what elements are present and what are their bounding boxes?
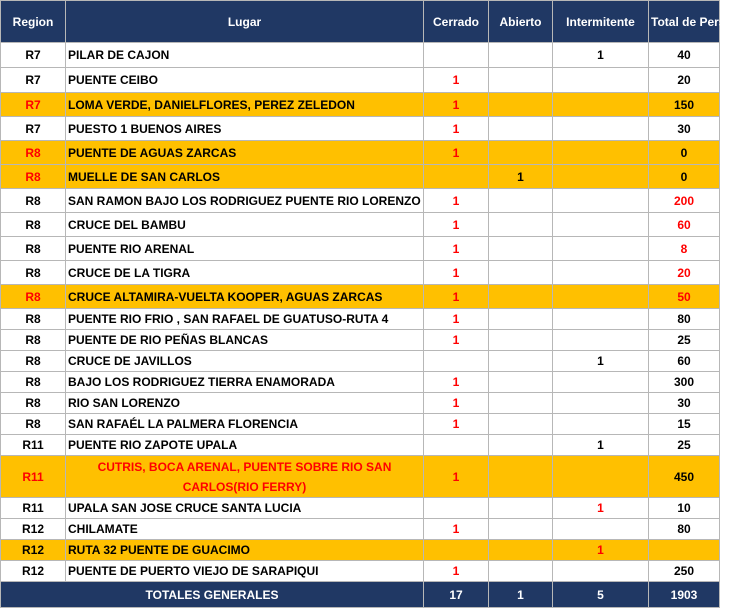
table-row bbox=[1, 285, 720, 309]
cell-intermitente[interactable] bbox=[553, 141, 649, 165]
totals-total[interactable]: 1903 bbox=[649, 582, 720, 608]
cell-abierto[interactable] bbox=[489, 285, 553, 309]
cell-cerrado[interactable]: 1 bbox=[424, 372, 489, 393]
cell-abierto[interactable] bbox=[489, 43, 553, 68]
table-row bbox=[1, 561, 720, 582]
cell-region[interactable]: R12 bbox=[1, 561, 66, 582]
cell-lugar[interactable]: CRUCE DEL BAMBU bbox=[66, 213, 424, 237]
cell-intermitente[interactable] bbox=[553, 237, 649, 261]
totals-row bbox=[1, 582, 720, 608]
cell-intermitente[interactable]: 1 bbox=[553, 498, 649, 519]
cell-region[interactable]: R8 bbox=[1, 393, 66, 414]
cell-region[interactable]: R8 bbox=[1, 285, 66, 309]
cell-abierto[interactable] bbox=[489, 68, 553, 93]
cell-region[interactable]: R11 bbox=[1, 498, 66, 519]
cell-total[interactable]: 10 bbox=[649, 498, 720, 519]
cell-intermitente[interactable] bbox=[553, 213, 649, 237]
cell-region[interactable]: R8 bbox=[1, 372, 66, 393]
cell-intermitente[interactable]: 1 bbox=[553, 351, 649, 372]
table-row bbox=[1, 189, 720, 213]
cell-total[interactable]: 25 bbox=[649, 435, 720, 456]
header-cerrado[interactable]: Cerrado bbox=[424, 1, 489, 43]
cell-abierto[interactable]: 1 bbox=[489, 165, 553, 189]
cell-lugar[interactable]: CRUCE DE LA TIGRA bbox=[66, 261, 424, 285]
cell-total[interactable]: 200 bbox=[649, 189, 720, 213]
cell-cerrado[interactable] bbox=[424, 540, 489, 561]
cell-cerrado[interactable] bbox=[424, 435, 489, 456]
cell-abierto[interactable] bbox=[489, 117, 553, 141]
header-total[interactable]: Total de Persona bbox=[649, 1, 720, 43]
cell-lugar[interactable]: LOMA VERDE, DANIELFLORES, PEREZ ZELEDON bbox=[66, 93, 424, 117]
cell-lugar[interactable]: PUENTE RIO ZAPOTE UPALA bbox=[66, 435, 424, 456]
table-row bbox=[1, 393, 720, 414]
cell-cerrado[interactable]: 1 bbox=[424, 237, 489, 261]
header-row bbox=[1, 1, 720, 43]
cell-abierto[interactable] bbox=[489, 372, 553, 393]
cell-intermitente[interactable] bbox=[553, 93, 649, 117]
cell-lugar[interactable]: SAN RAMON BAJO LOS RODRIGUEZ PUENTE RIO LORENZO bbox=[66, 189, 424, 213]
cell-region[interactable]: R8 bbox=[1, 330, 66, 351]
header-region[interactable]: Region bbox=[1, 1, 66, 43]
cell-total[interactable]: 60 bbox=[649, 213, 720, 237]
cell-intermitente[interactable] bbox=[553, 261, 649, 285]
cell-total[interactable]: 8 bbox=[649, 237, 720, 261]
cell-cerrado[interactable]: 1 bbox=[424, 213, 489, 237]
cell-abierto[interactable] bbox=[489, 141, 553, 165]
cell-intermitente[interactable]: 1 bbox=[553, 435, 649, 456]
cell-intermitente[interactable] bbox=[553, 519, 649, 540]
header-abierto[interactable]: Abierto bbox=[489, 1, 553, 43]
table-row bbox=[1, 540, 720, 561]
cell-lugar[interactable]: PUESTO 1 BUENOS AIRES bbox=[66, 117, 424, 141]
cell-intermitente[interactable] bbox=[553, 189, 649, 213]
table-row bbox=[1, 165, 720, 189]
table-row bbox=[1, 330, 720, 351]
table-row bbox=[1, 68, 720, 93]
cell-abierto[interactable] bbox=[489, 237, 553, 261]
table-row bbox=[1, 372, 720, 393]
cell-abierto[interactable] bbox=[489, 309, 553, 330]
cell-total[interactable]: 250 bbox=[649, 561, 720, 582]
cell-cerrado[interactable]: 1 bbox=[424, 393, 489, 414]
cell-total[interactable]: 150 bbox=[649, 93, 720, 117]
cell-intermitente[interactable] bbox=[553, 456, 649, 498]
cell-region[interactable]: R7 bbox=[1, 93, 66, 117]
cell-total[interactable]: 50 bbox=[649, 285, 720, 309]
cell-cerrado[interactable]: 1 bbox=[424, 309, 489, 330]
totals-label[interactable]: TOTALES GENERALES bbox=[1, 582, 424, 608]
cell-region[interactable]: R8 bbox=[1, 141, 66, 165]
cell-total[interactable]: 0 bbox=[649, 165, 720, 189]
cell-lugar[interactable]: MUELLE DE SAN CARLOS bbox=[66, 165, 424, 189]
cell-total[interactable]: 20 bbox=[649, 261, 720, 285]
cell-region[interactable]: R12 bbox=[1, 540, 66, 561]
cell-abierto[interactable] bbox=[489, 330, 553, 351]
cell-region[interactable]: R11 bbox=[1, 435, 66, 456]
cell-lugar[interactable]: PUENTE DE AGUAS ZARCAS bbox=[66, 141, 424, 165]
cell-lugar[interactable]: CRUCE DE JAVILLOS bbox=[66, 351, 424, 372]
cell-intermitente[interactable]: 1 bbox=[553, 540, 649, 561]
table-row bbox=[1, 237, 720, 261]
cell-cerrado[interactable] bbox=[424, 351, 489, 372]
cell-abierto[interactable] bbox=[489, 435, 553, 456]
cell-abierto[interactable] bbox=[489, 540, 553, 561]
table-row bbox=[1, 141, 720, 165]
table-row bbox=[1, 519, 720, 540]
cell-lugar[interactable]: SAN RAFAÉL LA PALMERA FLORENCIA bbox=[66, 414, 424, 435]
cell-abierto[interactable] bbox=[489, 93, 553, 117]
cell-total[interactable] bbox=[649, 540, 720, 561]
cell-cerrado[interactable]: 1 bbox=[424, 93, 489, 117]
cell-cerrado[interactable]: 1 bbox=[424, 285, 489, 309]
table-row bbox=[1, 351, 720, 372]
totals-intermitente[interactable]: 5 bbox=[553, 582, 649, 608]
cell-cerrado[interactable]: 1 bbox=[424, 117, 489, 141]
table-body bbox=[1, 43, 720, 582]
cell-cerrado[interactable]: 1 bbox=[424, 141, 489, 165]
table-row bbox=[1, 498, 720, 519]
cell-intermitente[interactable] bbox=[553, 414, 649, 435]
cell-total[interactable]: 450 bbox=[649, 456, 720, 498]
cell-total[interactable]: 30 bbox=[649, 393, 720, 414]
table-row bbox=[1, 93, 720, 117]
cell-lugar[interactable]: CRUCE ALTAMIRA-VUELTA KOOPER, AGUAS ZARCAS bbox=[66, 285, 424, 309]
cell-cerrado[interactable] bbox=[424, 498, 489, 519]
cell-intermitente[interactable] bbox=[553, 309, 649, 330]
cell-lugar[interactable]: CUTRIS, BOCA ARENAL, PUENTE SOBRE RIO SAN CARLOS(RIO FERRY) bbox=[66, 456, 424, 498]
cell-cerrado[interactable]: 1 bbox=[424, 561, 489, 582]
table-row bbox=[1, 117, 720, 141]
cell-region[interactable]: R7 bbox=[1, 43, 66, 68]
table-row bbox=[1, 43, 720, 68]
cell-region[interactable]: R8 bbox=[1, 165, 66, 189]
cell-total[interactable]: 30 bbox=[649, 117, 720, 141]
cell-intermitente[interactable] bbox=[553, 285, 649, 309]
cell-abierto[interactable] bbox=[489, 261, 553, 285]
cell-lugar[interactable]: UPALA SAN JOSE CRUCE SANTA LUCIA bbox=[66, 498, 424, 519]
cell-abierto[interactable] bbox=[489, 414, 553, 435]
cell-lugar[interactable]: RIO SAN LORENZO bbox=[66, 393, 424, 414]
header-lugar[interactable]: Lugar bbox=[66, 1, 424, 43]
cell-lugar[interactable]: PILAR DE CAJON bbox=[66, 43, 424, 68]
cell-abierto[interactable] bbox=[489, 561, 553, 582]
cell-abierto[interactable] bbox=[489, 456, 553, 498]
cell-abierto[interactable] bbox=[489, 351, 553, 372]
cell-region[interactable]: R8 bbox=[1, 414, 66, 435]
cell-region[interactable]: R8 bbox=[1, 261, 66, 285]
cell-region[interactable]: R8 bbox=[1, 309, 66, 330]
cell-intermitente[interactable] bbox=[553, 117, 649, 141]
cell-lugar[interactable]: PUENTE DE RIO PEÑAS BLANCAS bbox=[66, 330, 424, 351]
totals-abierto[interactable]: 1 bbox=[489, 582, 553, 608]
cell-abierto[interactable] bbox=[489, 498, 553, 519]
cell-intermitente[interactable] bbox=[553, 68, 649, 93]
cell-cerrado[interactable]: 1 bbox=[424, 68, 489, 93]
table-row bbox=[1, 261, 720, 285]
cell-total[interactable]: 80 bbox=[649, 309, 720, 330]
cell-cerrado[interactable]: 1 bbox=[424, 414, 489, 435]
cell-region[interactable]: R8 bbox=[1, 237, 66, 261]
table-row bbox=[1, 309, 720, 330]
cell-cerrado[interactable]: 1 bbox=[424, 456, 489, 498]
cell-intermitente[interactable] bbox=[553, 561, 649, 582]
cell-total[interactable]: 25 bbox=[649, 330, 720, 351]
cell-intermitente[interactable] bbox=[553, 165, 649, 189]
header-intermitente[interactable]: Intermitente bbox=[553, 1, 649, 43]
cell-region[interactable]: R8 bbox=[1, 213, 66, 237]
cell-region[interactable]: R7 bbox=[1, 117, 66, 141]
cell-intermitente[interactable] bbox=[553, 393, 649, 414]
cell-lugar[interactable]: PUENTE RIO FRIO , SAN RAFAEL DE GUATUSO-RUTA 4 bbox=[66, 309, 424, 330]
cell-cerrado[interactable]: 1 bbox=[424, 330, 489, 351]
cell-cerrado[interactable]: 1 bbox=[424, 261, 489, 285]
cell-lugar[interactable]: CHILAMATE bbox=[66, 519, 424, 540]
cell-cerrado[interactable]: 1 bbox=[424, 189, 489, 213]
cell-region[interactable]: R8 bbox=[1, 189, 66, 213]
cell-abierto[interactable] bbox=[489, 189, 553, 213]
cell-region[interactable]: R12 bbox=[1, 519, 66, 540]
cell-cerrado[interactable]: 1 bbox=[424, 519, 489, 540]
cell-cerrado[interactable] bbox=[424, 165, 489, 189]
cell-intermitente[interactable] bbox=[553, 330, 649, 351]
cell-lugar[interactable]: PUENTE CEIBO bbox=[66, 68, 424, 93]
cell-intermitente[interactable]: 1 bbox=[553, 43, 649, 68]
cell-total[interactable]: 0 bbox=[649, 141, 720, 165]
cell-total[interactable]: 300 bbox=[649, 372, 720, 393]
cell-lugar[interactable]: PUENTE DE PUERTO VIEJO DE SARAPIQUI bbox=[66, 561, 424, 582]
cell-lugar[interactable]: PUENTE RIO ARENAL bbox=[66, 237, 424, 261]
cell-lugar[interactable]: RUTA 32 PUENTE DE GUACIMO bbox=[66, 540, 424, 561]
cell-total[interactable]: 80 bbox=[649, 519, 720, 540]
cell-region[interactable]: R8 bbox=[1, 351, 66, 372]
cell-total[interactable]: 20 bbox=[649, 68, 720, 93]
cell-cerrado[interactable] bbox=[424, 43, 489, 68]
table-row bbox=[1, 435, 720, 456]
cell-abierto[interactable] bbox=[489, 519, 553, 540]
cell-abierto[interactable] bbox=[489, 213, 553, 237]
cell-region[interactable]: R11 bbox=[1, 456, 66, 498]
table-row bbox=[1, 456, 720, 498]
table-row bbox=[1, 213, 720, 237]
totals-cerrado[interactable]: 17 bbox=[424, 582, 489, 608]
cell-lugar[interactable]: BAJO LOS RODRIGUEZ TIERRA ENAMORADA bbox=[66, 372, 424, 393]
cell-abierto[interactable] bbox=[489, 393, 553, 414]
table-row bbox=[1, 414, 720, 435]
cell-total[interactable]: 40 bbox=[649, 43, 720, 68]
cell-total[interactable]: 60 bbox=[649, 351, 720, 372]
cell-region[interactable]: R7 bbox=[1, 68, 66, 93]
cell-total[interactable]: 15 bbox=[649, 414, 720, 435]
cell-intermitente[interactable] bbox=[553, 372, 649, 393]
